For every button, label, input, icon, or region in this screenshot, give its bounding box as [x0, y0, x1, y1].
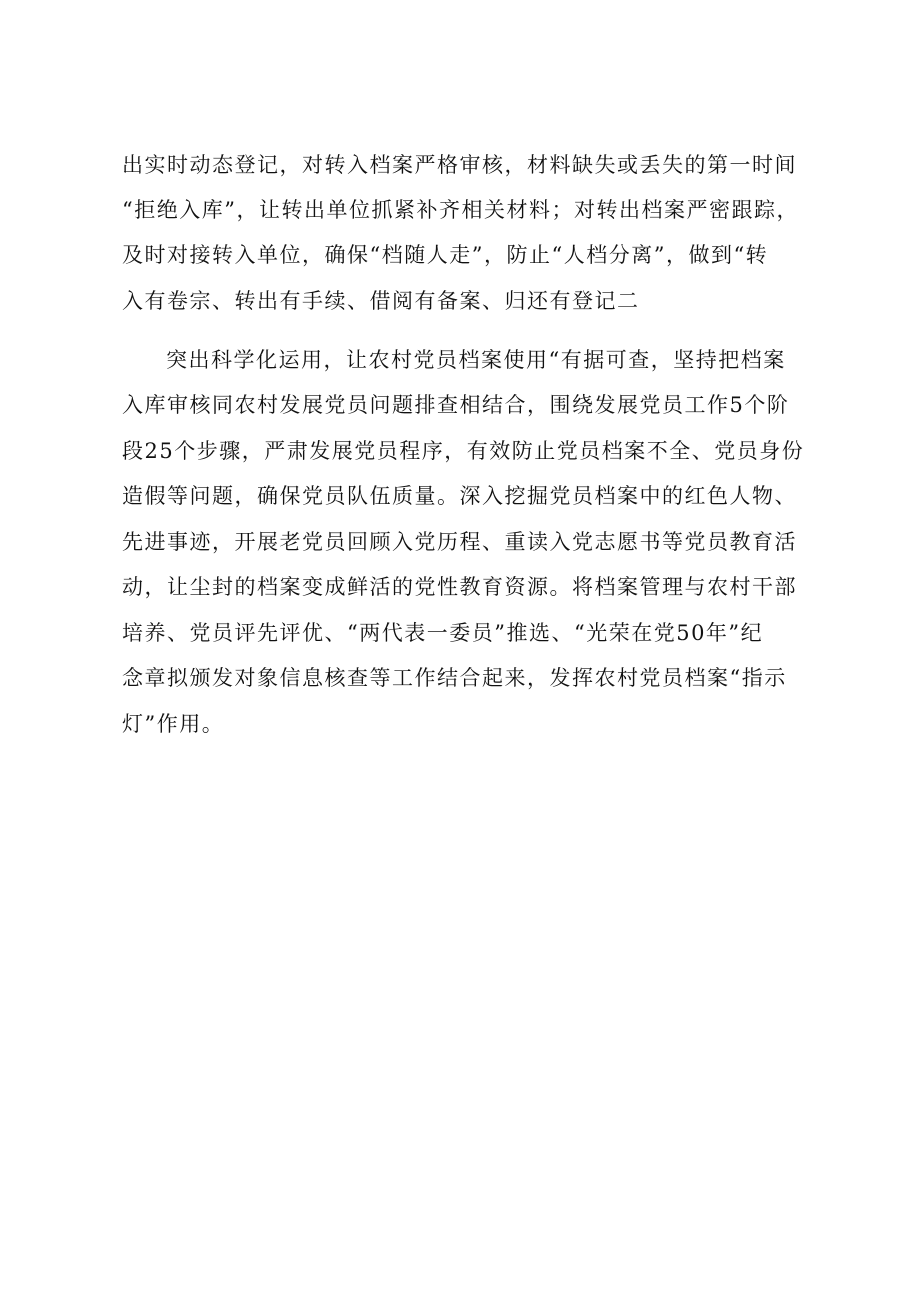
paragraph-2-line-3: 段25个步骤，严肃发展党员程序，有效防止党员档案不全、党员身份: [122, 439, 805, 463]
paragraph-2-line-1: 突出科学化运用，让农村党员档案使用“有据可查，坚持把档案: [166, 348, 786, 372]
paragraph-2-line-8: 念章拟颁发对象信息核查等工作结合起来，发挥农村党员档案“指示: [122, 666, 787, 690]
paragraph-2-line-2: 入库审核同农村发展党员问题排查相结合，围绕发展党员工作5个阶: [122, 393, 790, 417]
paragraph-1-line-4: 入有卷宗、转出有手续、借阅有备案、归还有登记二: [122, 289, 640, 313]
paragraph-1-line-2: “拒绝入库”，让转出单位抓紧补齐相关材料；对转出档案严密跟踪，: [122, 198, 799, 222]
paragraph-2-line-9: 灯”作用。: [122, 712, 225, 736]
paragraph-2-line-7: 培养、党员评先评优、“两代表一委员”推选、“光荣在党50年”纪: [122, 621, 764, 645]
paragraph-2-line-5: 先进事迹，开展老党员回顾入党历程、重读入党志愿书等党员教育活: [122, 530, 797, 554]
paragraph-2-line-6: 动，让尘封的档案变成鲜活的党性教育资源。将档案管理与农村干部: [122, 575, 797, 599]
paragraph-2-line-4: 造假等问题，确保党员队伍质量。深入挖掘党员档案中的红色人物、: [122, 484, 797, 508]
paragraph-1-line-3: 及时对接转入单位，确保“档随人走”，防止“人档分离”，做到“转: [122, 243, 769, 267]
paragraph-1-line-1: 出实时动态登记，对转入档案严格审核，材料缺失或丢失的第一时间: [122, 153, 797, 177]
